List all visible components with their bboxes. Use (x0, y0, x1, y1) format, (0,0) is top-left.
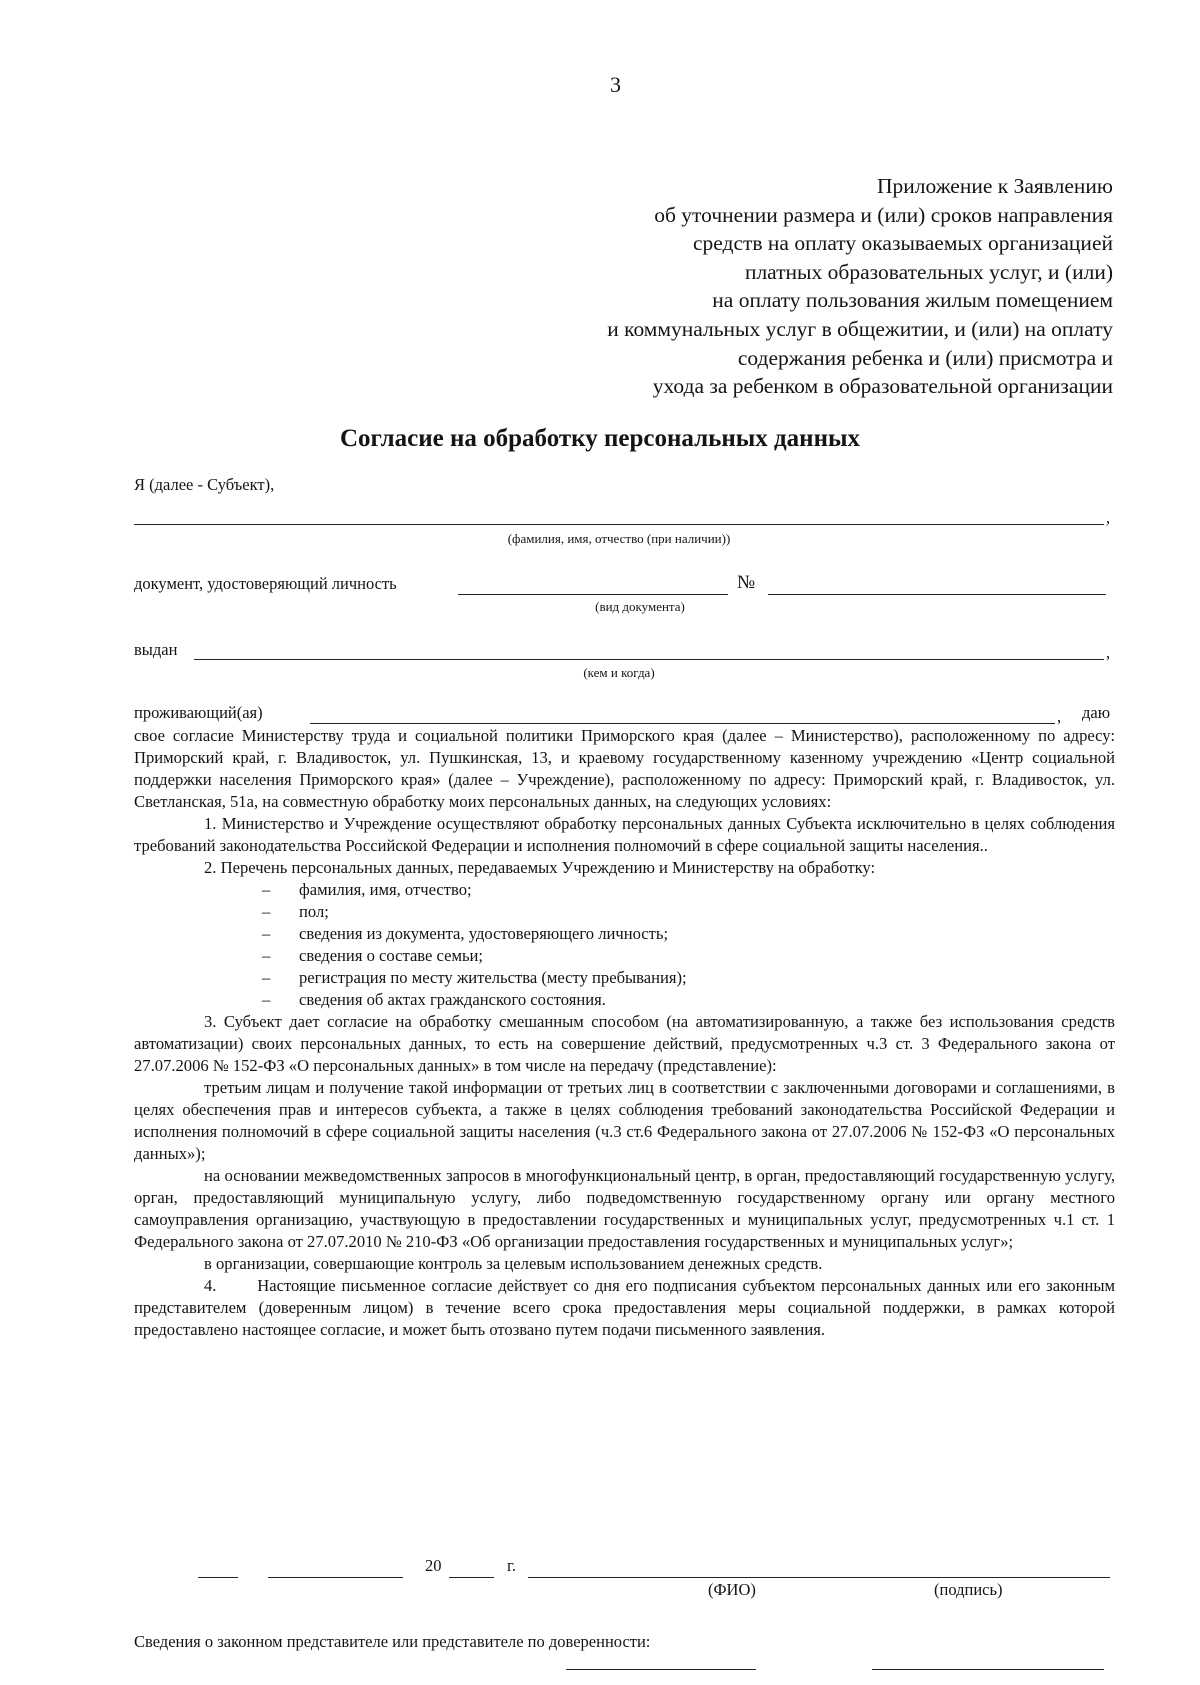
data-list (134, 879, 1115, 1011)
paragraph-3b: на основании межведомственных запросов в многофункциональный центр, в орган, предоставляющий государственную услугу, орган, предоставляющий муниципальную услугу, либо подведомственную государственному органу или органу местного самоуправления организацию, участвующую в предоставлении государственных и муниципальных услуг, предусмотренных ч.1 ст. 1 Федерального закона от 27.07.2010 № 210-ФЗ «Об организации предоставления государственных и муниципальных услуг»; (134, 1166, 1115, 1251)
list-item: – фамилия, имя, отчество; (262, 880, 472, 899)
give-label: даю (1082, 703, 1111, 722)
residing-comma: , (1057, 707, 1062, 726)
residing-label: проживающий(ая) (134, 703, 263, 722)
list-item: – сведения об актах гражданского состояния. (262, 990, 606, 1009)
intro-paragraph: свое согласие Министерству труда и социальной политики Приморского края (далее – Министерство), расположенному по адресу: Приморский край, г. Владивосток, ул. Пушкинская, 13, и краевому государственному казенному учреждению «Центр социальной поддержки населения Приморского края» (далее – Учреждение), расположенному по адресу: Приморский край, г. Владивосток, ул. Светланская, 51а, на совместную обработку моих персональных данных, на следующих условиях: (134, 726, 1115, 811)
subject-label: Я (далее - Субъект), (134, 475, 275, 494)
representative-label: Сведения о законном представителе или представителе по доверенности: (134, 1632, 651, 1651)
issued-line (194, 659, 1104, 660)
date-year-line (449, 1577, 494, 1578)
appendix-line: и коммунальных услуг в общежитии, и (или) на оплату (607, 316, 1113, 341)
appendix-header (473, 172, 1113, 401)
dash-icon: – (262, 968, 271, 987)
residing-line (310, 723, 1055, 724)
year-suffix: г. (507, 1556, 517, 1575)
name-field-comma: , (1106, 508, 1111, 527)
issued-label: выдан (134, 640, 178, 659)
list-item: – сведения о составе семьи; (262, 946, 484, 965)
list-item: – регистрация по месту жительства (месту пребывания); (262, 968, 687, 987)
dash-icon: – (262, 946, 271, 965)
number-label: № (737, 572, 756, 593)
paragraph-2: 2. Перечень персональных данных, передаваемых Учреждению и Министерству на обработку: (204, 858, 876, 877)
paragraph-3: 3. Субъект дает согласие на обработку смешанным способом (на автоматизированную, а также без использования средств автоматизации) своих персональных данных, то есть на совершение действий, предусмотренных ч.3 ст. 3 Федерального закона от 27.07.2006 № 152-ФЗ «О персональных данных» в том числе на передачу (представление): (134, 1012, 1115, 1075)
date-month-line (268, 1577, 403, 1578)
paragraph-3a: третьим лицам и получение такой информации от третьих лиц в соответствии с заключенными договорами и соглашениями, в целях обеспечения прав и интересов субъекта, а также в целях соблюдения требований законодательства Российской Федерации и исполнения полномочий в сфере социальной защиты населения (ч.3 ст.6 Федерального закона от 27.07.2006 № 152-ФЗ «О персональных данных»); (134, 1078, 1115, 1163)
dash-icon: – (262, 990, 271, 1009)
paragraph-4: 4. Настоящие письменное согласие действует со дня его подписания субъектом персональных данных или его законным представителем (доверенным лицом) в течение всего срока предоставления меры социальной поддержки, в рамках которой предоставлено настоящее согласие, и может быть отозвано путем подачи письменного заявления. (134, 1276, 1120, 1339)
fio-signature-line (528, 1577, 1110, 1578)
appendix-line: платных образовательных услуг, и (или) (744, 259, 1113, 284)
dash-icon: – (262, 902, 271, 921)
appendix-line: ухода за ребенком в образовательной организации (652, 374, 1113, 399)
appendix-line: Приложение к Заявлению (876, 174, 1113, 198)
year-prefix: 20 (425, 1556, 442, 1575)
representative-line-2 (872, 1669, 1104, 1670)
page-number: 3 (610, 72, 621, 97)
name-field-line (134, 524, 1104, 525)
appendix-line: на оплату пользования жилым помещением (712, 288, 1113, 313)
fio-caption: (ФИО) (708, 1580, 756, 1599)
appendix-line: средств на оплату оказываемых организацией (692, 231, 1113, 256)
document-title: Согласие на обработку персональных данных (339, 425, 860, 452)
list-item: – пол; (262, 902, 329, 921)
appendix-line: содержания ребенка и (или) присмотра и (737, 345, 1113, 370)
signature-caption: (подпись) (934, 1580, 1003, 1599)
paragraph-3c: в организации, совершающие контроль за целевым использованием денежных средств. (204, 1254, 823, 1273)
issued-comma: , (1106, 643, 1111, 662)
issued-caption: (кем и когда) (583, 665, 655, 680)
name-caption: (фамилия, имя, отчество (при наличии)) (507, 531, 731, 546)
dash-icon: – (262, 924, 271, 943)
document-caption: (вид документа) (595, 599, 685, 614)
document-number-line (768, 594, 1106, 595)
document-type-line (458, 594, 728, 595)
consent-body (134, 725, 1120, 1341)
appendix-line: об уточнении размера и (или) сроков направления (654, 202, 1113, 227)
dash-icon: – (262, 880, 271, 899)
document-label: документ, удостоверяющий личность (134, 574, 397, 593)
list-item: – сведения из документа, удостоверяющего личность; (262, 924, 669, 943)
date-day-line (198, 1577, 238, 1578)
representative-line-1 (566, 1669, 756, 1670)
paragraph-1: 1. Министерство и Учреждение осуществляют обработку персональных данных Субъекта исключительно в целях соблюдения требований законодательства Российской Федерации и исполнения полномочий в сфере социальной защиты населения.. (134, 814, 1115, 855)
